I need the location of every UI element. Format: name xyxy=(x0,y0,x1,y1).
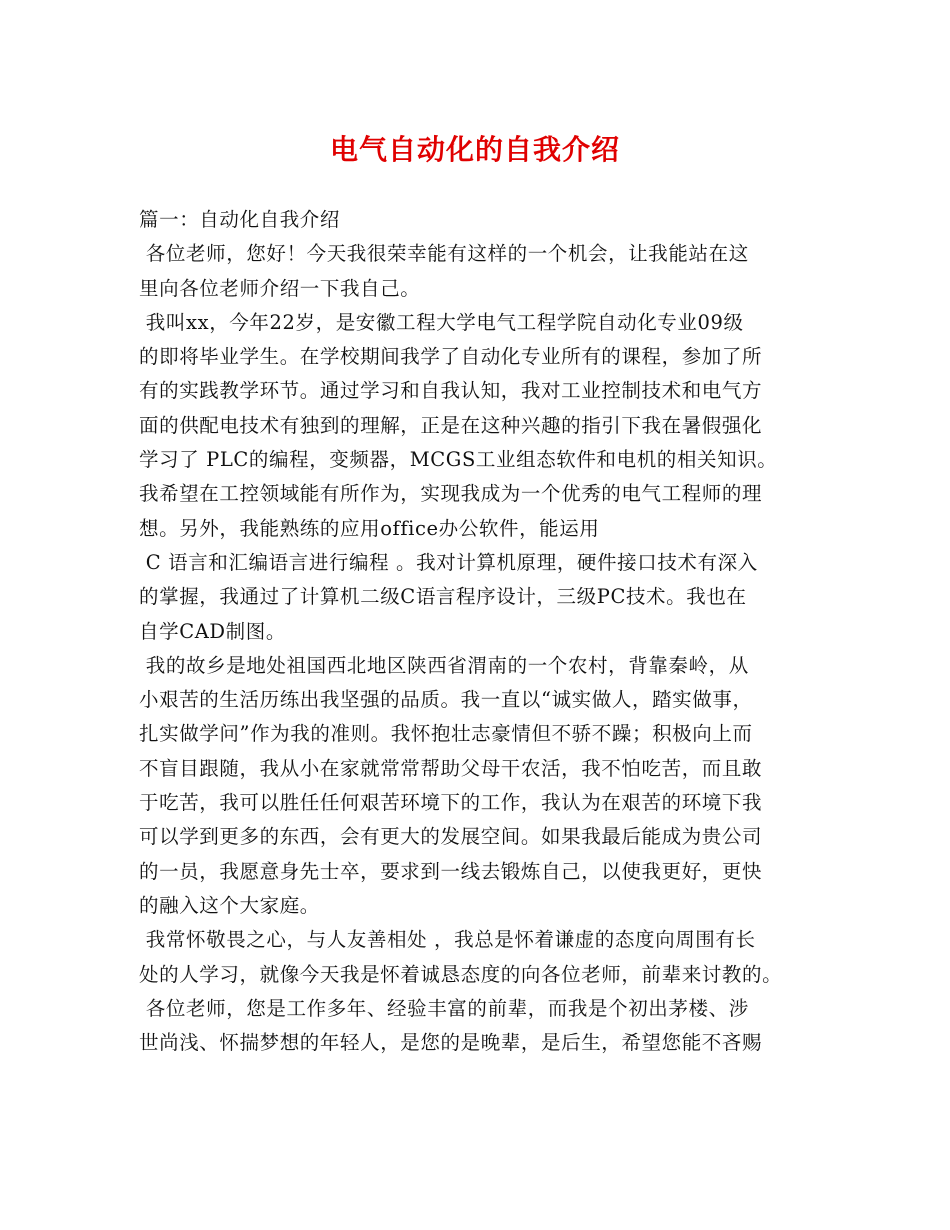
body-line: 我的故乡是地处祖国西北地区陕西省渭南的一个农村，背靠秦岭，从 xyxy=(139,653,749,677)
body-line: 的一员，我愿意身先士卒，要求到一线去锻炼自己，以使我更好，更快 xyxy=(139,859,763,883)
body-line: 篇一：自动化自我介绍 xyxy=(139,208,341,231)
body-line: 的掌握，我通过了计算机二级C语言程序设计，三级PC技术。我也在 xyxy=(139,585,747,609)
body-line: 有的实践教学环节。通过学习和自我认知，我对工业控制技术和电气方 xyxy=(139,379,763,403)
body-line: 世尚浅、怀揣梦想的年轻人，是您的是晚辈，是后生，希望您能不吝赐 xyxy=(139,1031,763,1055)
document-body xyxy=(139,203,829,1060)
document-title: 电气自动化的自我介绍 xyxy=(329,133,620,166)
body-line: 扎实做学问”作为我的准则。我怀抱壮志豪情但不骄不躁；积极向上而 xyxy=(139,722,753,746)
body-line: 可以学到更多的东西，会有更大的发展空间。如果我最后能成为贵公司 xyxy=(139,825,763,849)
body-line: 的即将毕业学生。在学校期间我学了自动化专业所有的课程，参加了所 xyxy=(139,345,763,369)
body-line: 的融入这个大家庭。 xyxy=(139,893,320,917)
body-line: 于吃苦，我可以胜任任何艰苦环境下的工作，我认为在艰苦的环境下我 xyxy=(139,791,763,815)
body-line: 学习了 PLC的编程，变频器，MCGS工业组态软件和电机的相关知识。 xyxy=(139,448,778,472)
body-line: 里向各位老师介绍一下我自己。 xyxy=(139,276,421,300)
body-line: 自学CAD制图。 xyxy=(139,619,286,643)
body-line: 处的人学习，就像今天我是怀着诚恳态度的向各位老师，前辈来讨教的。 xyxy=(139,962,783,986)
body-line: 想。另外，我能熟练的应用office办公软件，能运用 xyxy=(139,516,600,540)
body-line: 面的供配电技术有独到的理解，正是在这种兴趣的指引下我在暑假强化 xyxy=(139,413,763,437)
body-line: 我常怀敬畏之心，与人友善相处 ，我总是怀着谦虚的态度向周围有长 xyxy=(139,928,756,952)
body-line: 我叫xx，今年22岁，是安徽工程大学电气工程学院自动化专业09级 xyxy=(139,310,744,334)
body-line: 各位老师，您好！今天我很荣幸能有这样的一个机会，让我能站在这 xyxy=(139,242,749,266)
body-line: 我希望在工控领域能有所作为，实现我成为一个优秀的电气工程师的理 xyxy=(139,482,763,506)
body-line: 小艰苦的生活历练出我坚强的品质。我一直以“诚实做人，踏实做事， xyxy=(139,688,753,712)
body-line: C 语言和汇编语言进行编程 。我对计算机原理，硬件接口技术有深入 xyxy=(139,550,758,574)
body-line: 不盲目跟随，我从小在家就常常帮助父母干农活，我不怕吃苦，而且敢 xyxy=(139,756,763,780)
body-line: 各位老师，您是工作多年、经验丰富的前辈，而我是个初出茅楼、涉 xyxy=(139,996,749,1020)
